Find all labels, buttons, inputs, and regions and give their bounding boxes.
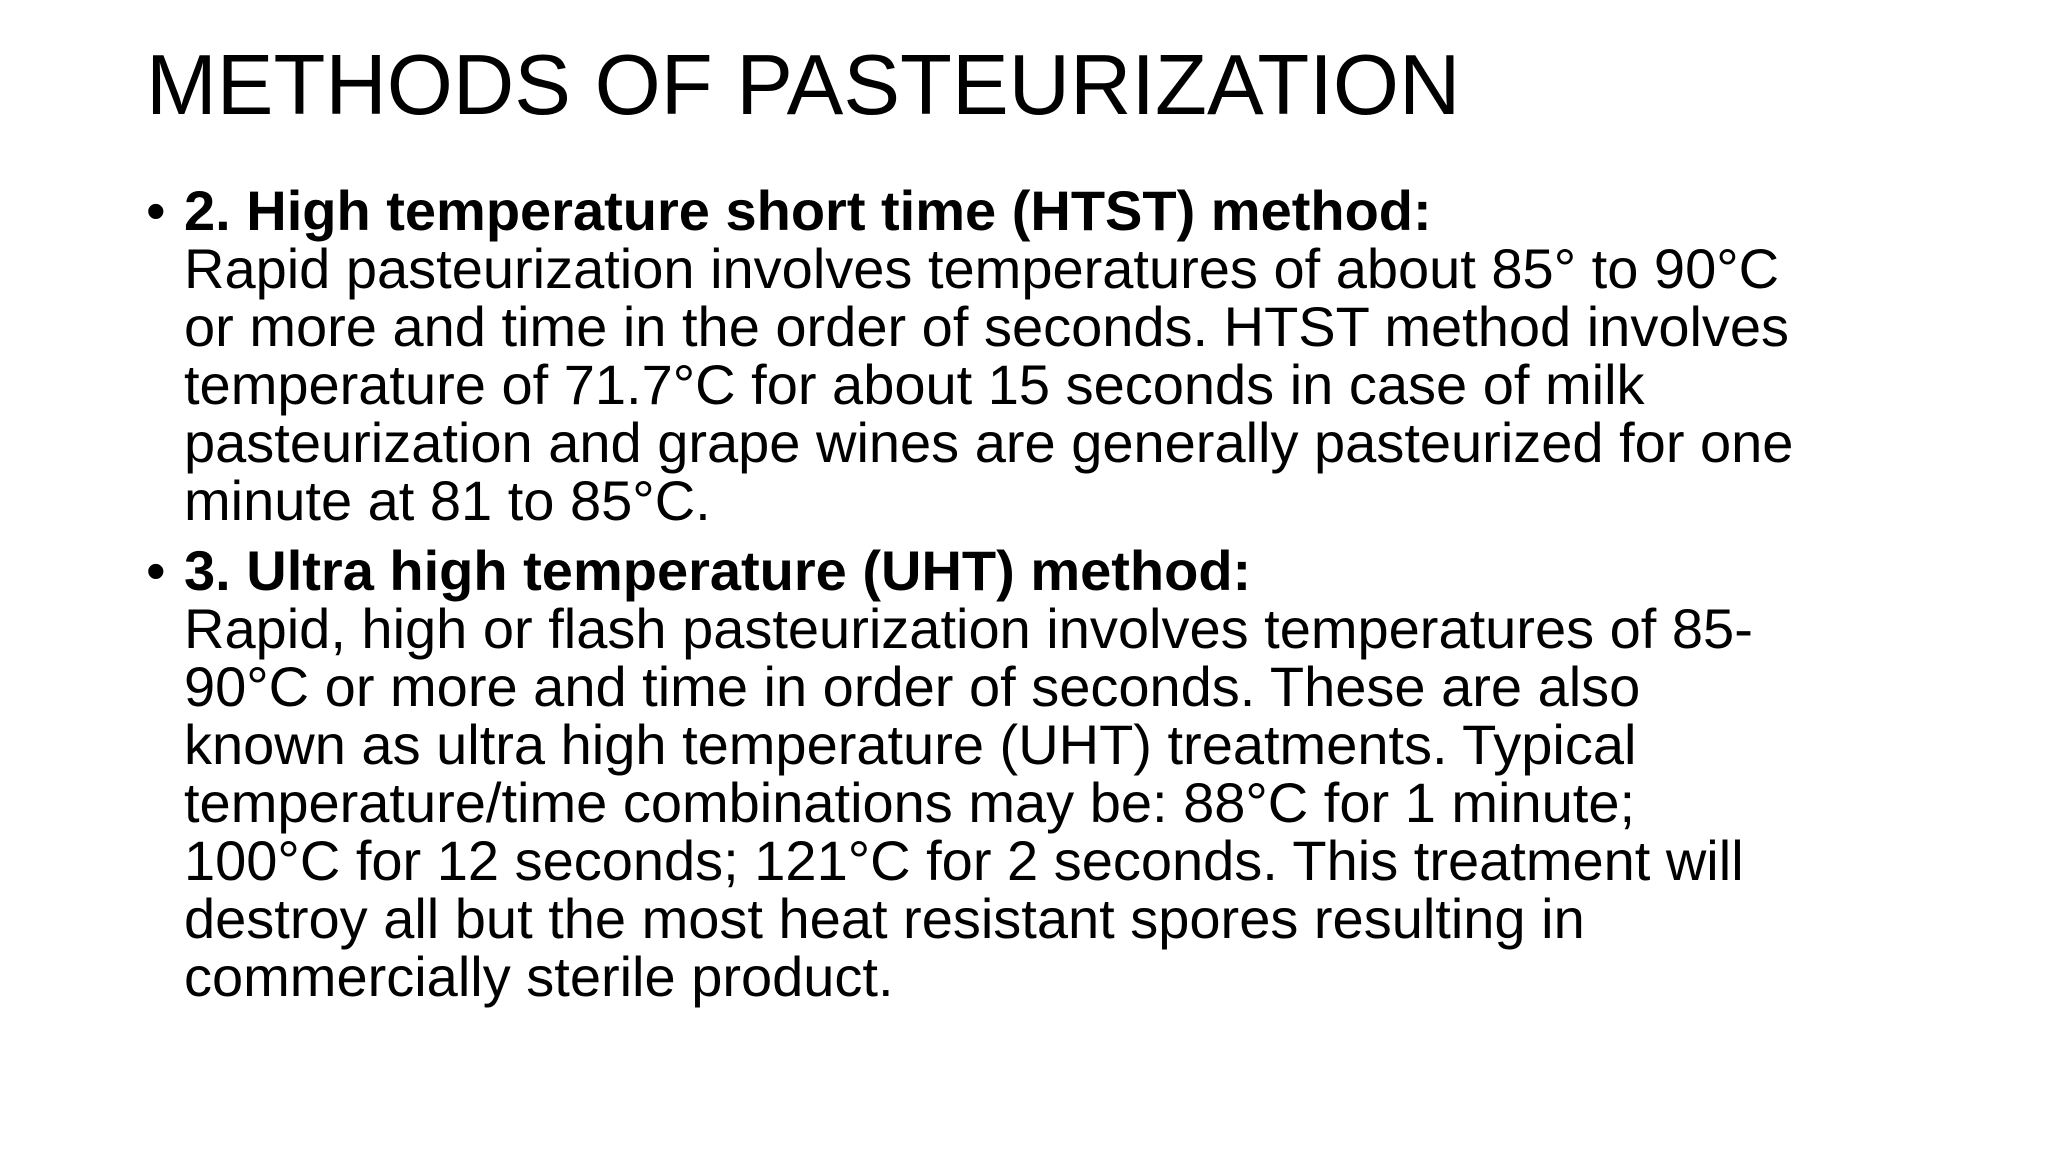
bullet-text-line: temperature/time combinations may be: 88°C for 1 minute;: [184, 771, 1636, 834]
bullet-heading: 2. High temperature short time (HTST) method:: [184, 179, 1432, 242]
bullet-text-line: Rapid, high or flash pasteurization involves temperatures of 85-: [184, 597, 1753, 660]
bullet-heading: 3. Ultra high temperature (UHT) method:: [184, 539, 1252, 602]
bullet-item-uht: [146, 539, 1986, 1008]
slide-title: METHODS OF PASTEURIZATION: [146, 38, 1461, 133]
bullet-item-htst: [146, 179, 1986, 532]
bullet-text-line: minute at 81 to 85°C.: [184, 469, 711, 532]
bullet-list: [146, 179, 1986, 1018]
bullet-text-line: 100°C for 12 seconds; 121°C for 2 seconds. This treatment will: [184, 829, 1744, 892]
bullet-text-line: known as ultra high temperature (UHT) treatments. Typical: [184, 713, 1637, 776]
bullet-text-line: or more and time in the order of seconds. HTST method involves: [184, 295, 1790, 358]
bullet-text-line: commercially sterile product.: [184, 945, 894, 1008]
bullet-marker: •: [146, 179, 166, 242]
bullet-text-line: 90°C or more and time in order of seconds. These are also: [184, 655, 1641, 718]
bullet-text-line: temperature of 71.7°C for about 15 seconds in case of milk: [184, 353, 1645, 416]
bullet-text-line: Rapid pasteurization involves temperatures of about 85° to 90°C: [184, 237, 1780, 300]
bullet-text-line: destroy all but the most heat resistant spores resulting in: [184, 887, 1585, 950]
bullet-text-line: pasteurization and grape wines are generally pasteurized for one: [184, 411, 1794, 474]
bullet-marker: •: [146, 539, 166, 602]
